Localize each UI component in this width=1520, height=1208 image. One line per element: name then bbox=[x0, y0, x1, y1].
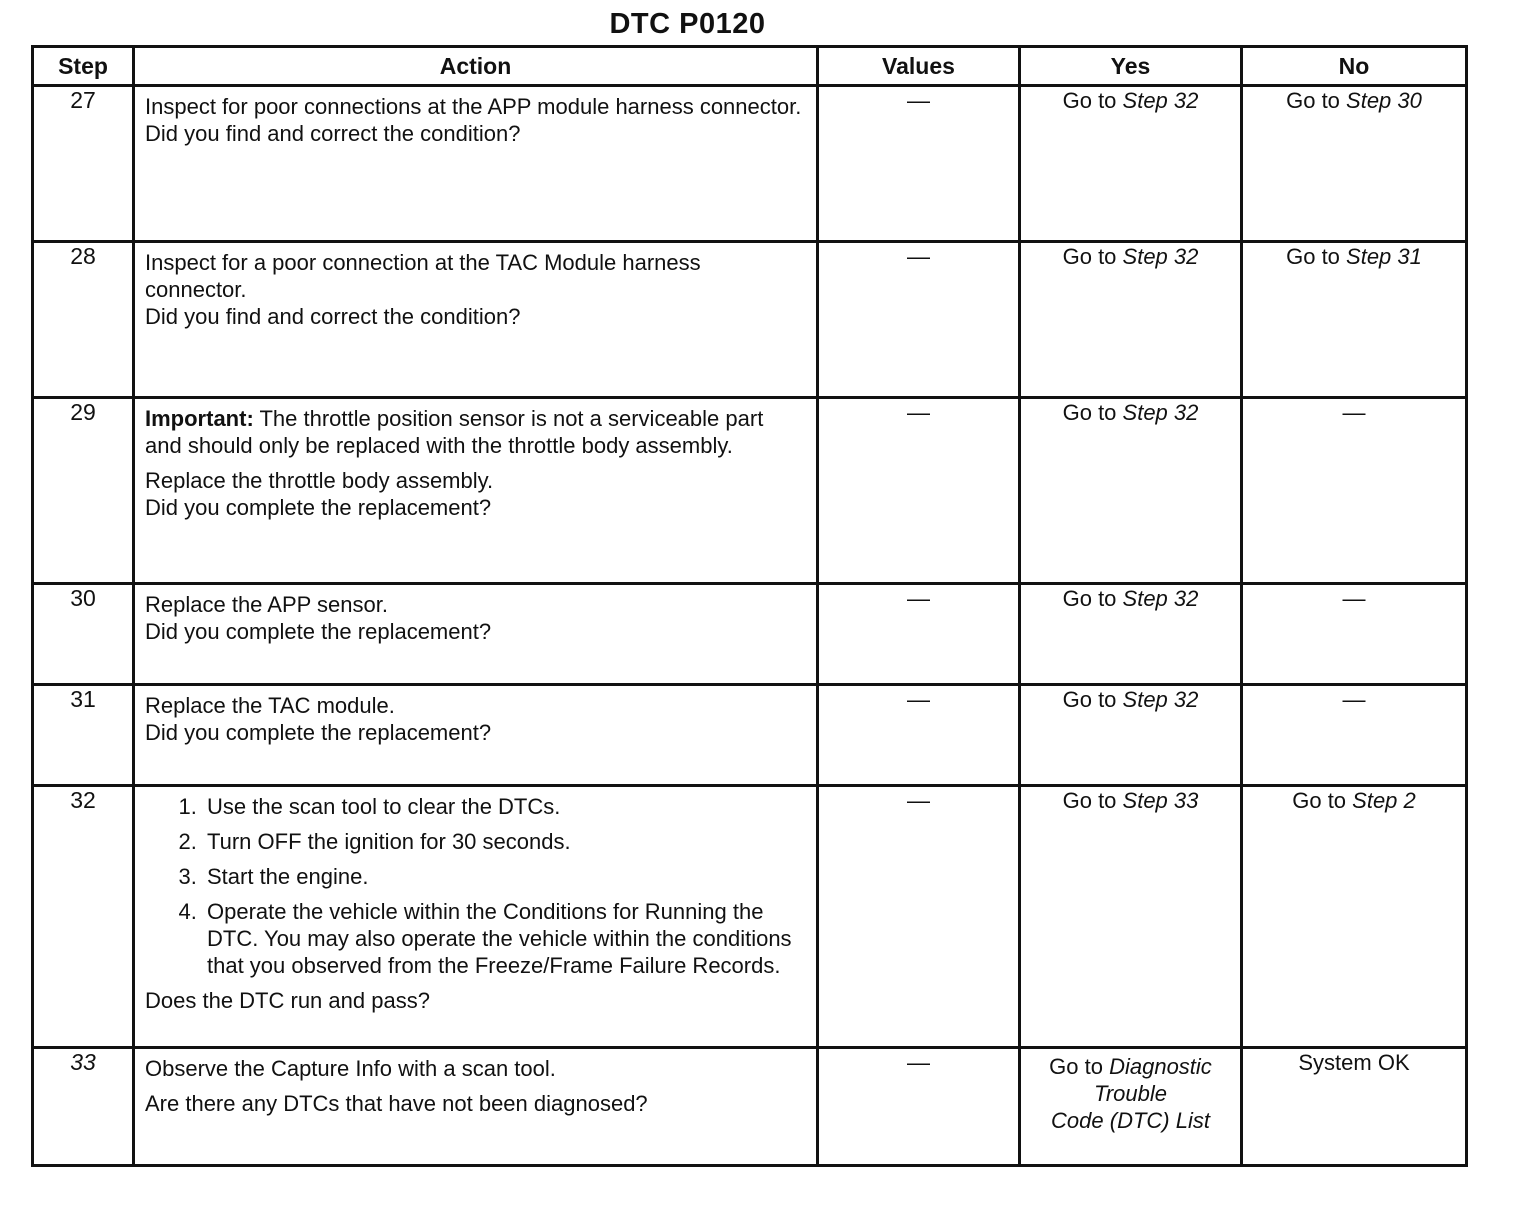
goto-prefix: Go to bbox=[1292, 788, 1353, 813]
action-cell bbox=[134, 86, 818, 242]
goto-step-link[interactable]: Step 31 bbox=[1346, 244, 1422, 269]
yes-cell bbox=[1020, 685, 1242, 786]
yes-cell bbox=[1020, 398, 1242, 584]
goto-prefix: Go to bbox=[1049, 1054, 1110, 1079]
goto-prefix: Go to bbox=[1062, 687, 1123, 712]
header-yes: Yes bbox=[1020, 47, 1242, 86]
no-cell: — bbox=[1242, 398, 1467, 584]
action-text: Inspect for a poor connection at the TAC Module harness connector. bbox=[145, 250, 701, 302]
goto-prefix: Go to bbox=[1062, 244, 1123, 269]
step-number: 29 bbox=[33, 398, 134, 584]
list-item: 2. Turn OFF the ignition for 30 seconds. bbox=[203, 828, 806, 855]
values-cell: — bbox=[818, 786, 1020, 1048]
table-row-step-27 bbox=[33, 86, 1467, 242]
action-question: Does the DTC run and pass? bbox=[145, 988, 430, 1013]
action-cell bbox=[134, 685, 818, 786]
yes-cell bbox=[1020, 786, 1242, 1048]
action-question: Did you complete the replacement? bbox=[145, 720, 492, 745]
header-no: No bbox=[1242, 47, 1467, 86]
action-cell bbox=[134, 1048, 818, 1166]
no-goto bbox=[1286, 87, 1422, 114]
goto-prefix: Go to bbox=[1062, 400, 1123, 425]
action-question: Did you find and correct the condition? bbox=[145, 304, 521, 329]
yes-cell bbox=[1020, 1048, 1242, 1166]
yes-goto-line2[interactable]: Trouble bbox=[1094, 1081, 1167, 1106]
system-ok-text: System OK bbox=[1298, 1050, 1410, 1075]
no-cell bbox=[1242, 1048, 1467, 1166]
no-cell bbox=[1242, 242, 1467, 398]
step-number: 31 bbox=[33, 685, 134, 786]
table-row-step-32 bbox=[33, 786, 1467, 1048]
values-cell: — bbox=[818, 584, 1020, 685]
yes-goto bbox=[1063, 787, 1199, 814]
action-question: Did you complete the replacement? bbox=[145, 495, 492, 520]
step-number: 30 bbox=[33, 584, 134, 685]
step-number: 28 bbox=[33, 242, 134, 398]
page-title: DTC P0120 bbox=[609, 8, 766, 40]
step-number: 33 bbox=[33, 1048, 134, 1166]
important-label: Important: bbox=[145, 406, 254, 431]
yes-goto bbox=[1063, 686, 1199, 713]
action-cell bbox=[134, 242, 818, 398]
action-text: Replace the APP sensor. bbox=[145, 592, 388, 617]
yes-cell bbox=[1020, 86, 1242, 242]
goto-step-link[interactable]: Step 30 bbox=[1346, 88, 1422, 113]
procedure-list bbox=[145, 793, 806, 979]
goto-prefix: Go to bbox=[1062, 586, 1123, 611]
no-cell bbox=[1242, 786, 1467, 1048]
goto-step-link[interactable]: Step 32 bbox=[1122, 400, 1199, 425]
goto-step-link[interactable]: Step 32 bbox=[1122, 244, 1199, 269]
values-cell: — bbox=[818, 242, 1020, 398]
header-step: Step bbox=[33, 47, 134, 86]
no-goto bbox=[1286, 243, 1422, 270]
dtc-table bbox=[31, 45, 1468, 1167]
table-row-step-31 bbox=[33, 685, 1467, 786]
yes-goto bbox=[1063, 585, 1199, 612]
table-row-step-30 bbox=[33, 584, 1467, 685]
action-question: Are there any DTCs that have not been diagnosed? bbox=[145, 1091, 648, 1116]
table-row-step-28 bbox=[33, 242, 1467, 398]
table-row-step-29 bbox=[33, 398, 1467, 584]
yes-goto bbox=[1063, 399, 1199, 426]
values-cell: — bbox=[818, 685, 1020, 786]
values-cell: — bbox=[818, 398, 1020, 584]
header-action: Action bbox=[134, 47, 818, 86]
header-row bbox=[33, 47, 1467, 86]
list-item: 3. Start the engine. bbox=[203, 863, 806, 890]
important-note bbox=[145, 405, 806, 459]
goto-prefix: Go to bbox=[1062, 88, 1123, 113]
action-cell bbox=[134, 398, 818, 584]
no-goto bbox=[1292, 787, 1416, 814]
goto-prefix: Go to bbox=[1062, 788, 1123, 813]
action-cell bbox=[134, 786, 818, 1048]
important-text: The throttle position sensor is not a serviceable part and should only be replaced with the throttle body assembly. bbox=[145, 406, 764, 458]
goto-step-link[interactable]: Step 32 bbox=[1122, 88, 1199, 113]
list-item: 1. Use the scan tool to clear the DTCs. bbox=[203, 793, 806, 820]
step-number: 27 bbox=[33, 86, 134, 242]
action-text: Observe the Capture Info with a scan tool. bbox=[145, 1056, 556, 1081]
action-question: Did you find and correct the condition? bbox=[145, 121, 521, 146]
action-text: Replace the throttle body assembly. bbox=[145, 468, 494, 493]
goto-step-link[interactable]: Step 2 bbox=[1352, 788, 1416, 813]
action-text: Inspect for poor connections at the APP module harness connector. bbox=[145, 94, 802, 119]
action-text: Replace the TAC module. bbox=[145, 693, 395, 718]
action-cell bbox=[134, 584, 818, 685]
goto-step-link[interactable]: Step 33 bbox=[1122, 788, 1199, 813]
goto-step-link[interactable]: Step 32 bbox=[1122, 586, 1199, 611]
action-question: Did you complete the replacement? bbox=[145, 619, 492, 644]
goto-prefix: Go to bbox=[1286, 88, 1347, 113]
yes-goto-line3[interactable]: Code (DTC) List bbox=[1051, 1108, 1210, 1133]
goto-step-link[interactable]: Step 32 bbox=[1122, 687, 1199, 712]
goto-prefix: Go to bbox=[1286, 244, 1347, 269]
yes-cell bbox=[1020, 584, 1242, 685]
table-row-step-33 bbox=[33, 1048, 1467, 1166]
yes-goto-line1 bbox=[1049, 1053, 1212, 1080]
yes-cell bbox=[1020, 242, 1242, 398]
diagnostic-link[interactable]: Diagnostic bbox=[1109, 1054, 1212, 1079]
values-cell: — bbox=[818, 86, 1020, 242]
step-number: 32 bbox=[33, 786, 134, 1048]
header-values: Values bbox=[818, 47, 1020, 86]
values-cell: — bbox=[818, 1048, 1020, 1166]
yes-goto bbox=[1063, 243, 1199, 270]
list-item: 4. Operate the vehicle within the Conditions for Running the DTC. You may also operate the vehicle within the conditions that you observed from the Freeze/Frame Failure Records. bbox=[203, 898, 806, 979]
yes-goto bbox=[1063, 87, 1199, 114]
no-cell: — bbox=[1242, 685, 1467, 786]
no-cell bbox=[1242, 86, 1467, 242]
no-cell: — bbox=[1242, 584, 1467, 685]
